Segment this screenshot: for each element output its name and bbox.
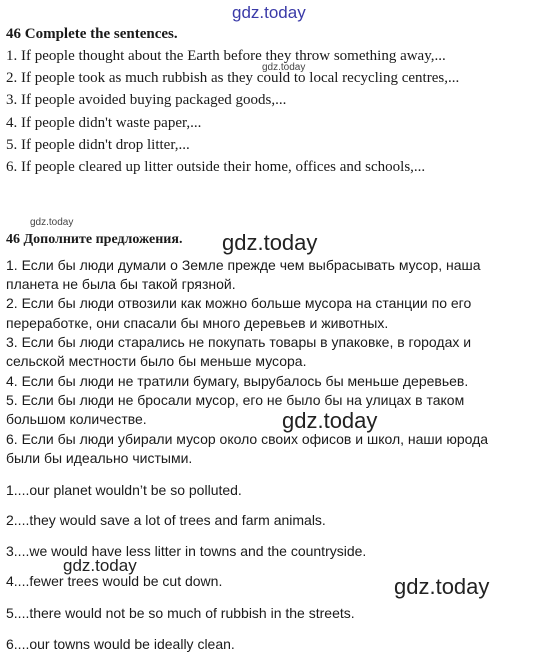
english-sentence-3: 3. If people avoided buying packaged goods,... [6, 92, 287, 108]
watermark-large: gdz.today [282, 408, 378, 433]
english-sentence-1: 1. If people thought about the Earth before they throw something away,... [6, 48, 446, 64]
russian-line: сельской местности было бы меньше мусора. [6, 353, 307, 369]
russian-line: планета не была бы такой грязной. [6, 276, 236, 292]
watermark-small: gdz.today [30, 217, 74, 228]
answer-4: 4....fewer trees would be cut down. [6, 573, 223, 589]
russian-exercise-title: 46 Дополните предложения. [6, 232, 183, 247]
russian-line: 4. Если бы люди не тратили бумагу, вырубалось бы меньше деревьев. [6, 373, 469, 389]
watermark-top: gdz.today [232, 3, 306, 22]
english-exercise-title: 46 Complete the sentences. [6, 26, 178, 42]
russian-line: переработке, они спасали бы много деревьев и животных. [6, 315, 389, 331]
english-sentence-2: 2. If people took as much rubbish as they could to local recycling centres,... [6, 70, 460, 86]
watermark-large: gdz.today [222, 230, 318, 255]
english-sentence-6: 6. If people cleared up litter outside their home, offices and schools,... [6, 159, 426, 175]
russian-line: 1. Если бы люди думали о Земле прежде чем выбрасывать мусор, наша [6, 257, 481, 273]
russian-line: 2. Если бы люди отвозили как можно больше мусора на станции по его [6, 295, 472, 311]
answer-5: 5....there would not be so much of rubbish in the streets. [6, 605, 355, 621]
watermark-large: gdz.today [394, 574, 490, 599]
russian-line: были бы идеально чистыми. [6, 450, 193, 466]
answer-2: 2....they would save a lot of trees and farm animals. [6, 512, 326, 528]
english-sentence-4: 4. If people didn't waste paper,... [6, 115, 202, 131]
russian-line: 3. Если бы люди старались не покупать товары в упаковке, в городах и [6, 334, 472, 350]
russian-line: 5. Если бы люди не бросали мусор, его не было бы на улицах в таком [6, 392, 465, 408]
russian-line: 6. Если бы люди убирали мусор около своих офисов и школ, наши юрода [6, 431, 489, 447]
watermark-medium: gdz.today [63, 556, 137, 575]
answer-6: 6....our towns would be ideally clean. [6, 636, 235, 652]
answer-3: 3....we would have less litter in towns and the countryside. [6, 543, 367, 559]
russian-line: большом количестве. [6, 411, 147, 427]
answer-1: 1....our planet wouldn’t be so polluted. [6, 482, 242, 498]
english-sentence-5: 5. If people didn't drop litter,... [6, 137, 190, 153]
watermark-small: gdz.today [262, 62, 306, 73]
